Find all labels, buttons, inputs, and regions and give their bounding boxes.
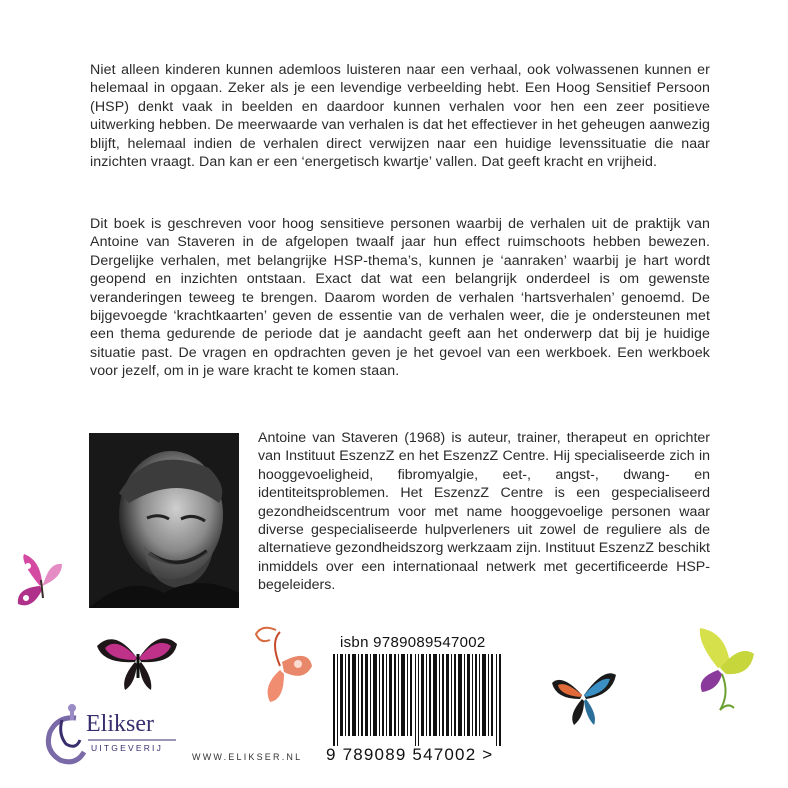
author-photo [89, 433, 239, 608]
butterfly-magenta-icon [95, 628, 180, 698]
butterfly-pink-left-icon [14, 552, 66, 614]
butterfly-blue-icon [548, 665, 618, 727]
butterfly-orange-swirl-icon [246, 622, 316, 710]
author-portrait-icon [89, 433, 239, 608]
barcode-icon [333, 654, 503, 746]
intro-paragraph-1: Niet alleen kinderen kunnen ademloos luisteren naar een verhaal, ook volwassenen kunnen er helemaal in opgaan. Zeker als je een levendige verbeelding hebt. Een Hoog Sensitief Persoon (HSP) denkt vaak in beelden en daardoor kunnen verhalen voor hen een zeer positieve uitwerking hebben. De meerwaarde van verhalen is dat het effectiever in het geheugen aanwezig blijft, helemaal indien de verhalen direct verwijzen naar een huidige levenssituatie die naar inzichten vraagt. Dan kan er een ‘energetisch kwartje’ vallen. Dat geeft kracht en vrijheid. [90, 62, 710, 171]
isbn-label: isbn 9789089547002 [340, 634, 486, 651]
author-bio: Antoine van Staveren (1968) is auteur, trainer, therapeut en oprichter van Instituut EszenzZ en het EszenzZ Centre. Hij specialiseerde zich in hooggevoeligheid, fibromyalgie, eet-, angst-, dwang- en identiteitsproblemen. Het EszenzZ Centre is een gespecialiseerd gezondheidscentrum voor met name hooggevoelige personen waar diverse gespecialiseerde hulpverleners uit zowel de reguliere als de alternatieve gezondheidszorg werkzaam zijn. Instituut EszenzZ beschikt inmiddels over een internationaal netwerk met gecertificeerde HSP-begeleiders. [258, 430, 710, 594]
barcode-digits: 9 789089 547002 > [326, 745, 494, 764]
butterfly-yellow-green-icon [690, 624, 760, 716]
publisher-subtitle: UITGEVERIJ [91, 743, 164, 753]
publisher-name: Elikser [86, 711, 154, 737]
intro-paragraph-2: Dit boek is geschreven voor hoog sensitieve personen waarbij de verhalen uit de praktijk van Antoine van Staveren in de afgelopen twaalf jaar hun effect ruimschoots hebben bewezen. Dergelijke verhalen, met belangrijke HSP-thema’s, kunnen je ‘aanraken’ waarbij je hart wordt geopend en inzichten ontstaan. Exact dat wat een belangrijk onderdeel is om gewenste veranderingen teweeg te brengen. Daarom worden de verhalen ‘hartsverhalen’ genoemd. De bijgevoegde ‘krachtkaarten’ geven de essentie van de verhalen weer, die je ondersteunen met een thema gedurende de periode dat je aandacht geeft aan het onderwerp dat bij je huidige situatie past. De vragen en opdrachten geven je het gevoel van een werkboek. Een werkboek voor jezelf, om in je ware kracht te komen staan. [90, 216, 710, 380]
publisher-website[interactable]: WWW.ELIKSER.NL [192, 752, 303, 762]
